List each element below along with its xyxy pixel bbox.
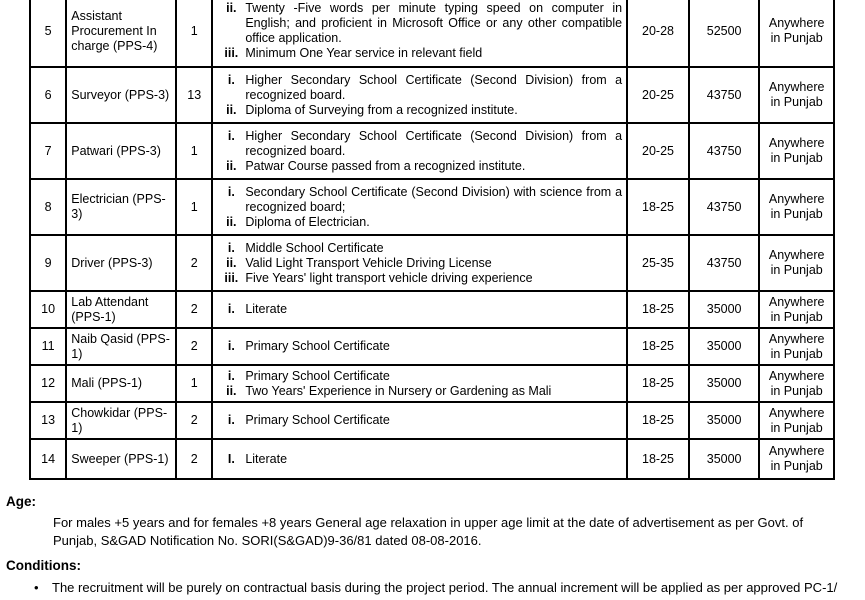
bullet-icon: •: [34, 580, 39, 595]
post-name: Patwari (PPS-3): [66, 123, 176, 179]
table-row: [30, 365, 834, 402]
qualification-numeral: i.: [227, 302, 235, 316]
qualification-cell: [212, 235, 627, 291]
post-count: 2: [176, 328, 212, 365]
serial-number: 14: [30, 439, 66, 479]
table-row: [30, 67, 834, 123]
table-row: [30, 179, 834, 235]
place-of-posting: Anywhere in Punjab: [759, 439, 834, 479]
qualification-item: [217, 256, 622, 271]
table-row: [30, 235, 834, 291]
condition-item: [34, 579, 859, 597]
place-of-posting: Anywhere in Punjab: [759, 179, 834, 235]
qualification-item: [217, 384, 622, 399]
qualification-text: Patwar Course passed from a recognized institute.: [245, 158, 526, 173]
post-count: 2: [176, 439, 212, 479]
qualification-numeral: ii.: [226, 158, 237, 173]
qualification-cell: [212, 365, 627, 402]
pay-package: 43750: [689, 123, 759, 179]
qualification-text: Primary School Certificate: [245, 368, 390, 383]
qualification-text: Twenty -Five words per minute typing speed on computer in English; and proficient in Microsoft Office or any other compatible office application.: [245, 1, 623, 45]
age-limit: 20-25: [627, 123, 689, 179]
place-of-posting: Anywhere in Punjab: [759, 67, 834, 123]
pay-package: 35000: [689, 402, 759, 439]
age-heading: Age:: [6, 494, 36, 509]
qualification-numeral: i.: [227, 240, 235, 255]
serial-number: 12: [30, 365, 66, 402]
pay-package: 43750: [689, 67, 759, 123]
place-of-posting: Anywhere in Punjab: [759, 123, 834, 179]
pay-package: 43750: [689, 235, 759, 291]
post-count: 2: [176, 291, 212, 328]
pay-package: 35000: [689, 291, 759, 328]
qualification-cell: [212, 439, 627, 479]
post-name: Mali (PPS-1): [66, 365, 176, 402]
qualification-cell: [212, 0, 627, 67]
age-limit: 18-25: [627, 328, 689, 365]
qualification-text: Higher Secondary School Certificate (Second Division) from a recognized board.: [245, 128, 623, 158]
post-name: Naib Qasid (PPS-1): [66, 328, 176, 365]
jobs-table: [29, 0, 835, 480]
conditions-heading: Conditions:: [6, 558, 81, 573]
table-row: [30, 291, 834, 328]
qualification-numeral: i.: [227, 72, 235, 87]
serial-number: 8: [30, 179, 66, 235]
qualification-item: [217, 271, 622, 286]
post-name: Assistant Procurement In charge (PPS-4): [66, 0, 176, 67]
pay-package: 35000: [689, 439, 759, 479]
table-row: [30, 328, 834, 365]
table-row: [30, 123, 834, 179]
qualification-item: [217, 215, 622, 230]
qualification-item: [217, 73, 622, 103]
qualification-numeral: ii.: [226, 214, 237, 229]
qualification-cell: [212, 402, 627, 439]
qualification-numeral: i.: [227, 339, 235, 353]
qualification-item: [217, 1, 622, 46]
post-count: 2: [176, 235, 212, 291]
post-name: Lab Attendant (PPS-1): [66, 291, 176, 328]
age-limit: 20-28: [627, 0, 689, 67]
post-count: 1: [176, 365, 212, 402]
post-count: 13: [176, 67, 212, 123]
age-limit: 18-25: [627, 402, 689, 439]
qualification-text: Two Years' Experience in Nursery or Gardening as Mali: [245, 383, 552, 398]
place-of-posting: Anywhere in Punjab: [759, 291, 834, 328]
table-row: [30, 439, 834, 479]
condition-text: The recruitment will be purely on contractual basis during the project period. The annual increment will be applied as per approved PC-1/: [52, 580, 838, 595]
post-name: Sweeper (PPS-1): [66, 439, 176, 479]
qualification-text: Middle School Certificate: [245, 240, 384, 255]
qualification-text: Primary School Certificate: [245, 413, 390, 427]
qualification-item: [217, 129, 622, 159]
place-of-posting: Anywhere in Punjab: [759, 0, 834, 67]
pay-package: 35000: [689, 365, 759, 402]
qualification-item: [217, 452, 622, 467]
qualification-item: [217, 302, 622, 317]
qualification-item: [217, 103, 622, 118]
age-limit: 18-25: [627, 179, 689, 235]
qualification-cell: [212, 179, 627, 235]
post-count: 2: [176, 402, 212, 439]
post-count: 1: [176, 123, 212, 179]
qualification-numeral: ii.: [226, 1, 237, 15]
qualification-text: Primary School Certificate: [245, 339, 390, 353]
serial-number: 6: [30, 67, 66, 123]
place-of-posting: Anywhere in Punjab: [759, 328, 834, 365]
age-limit: 18-25: [627, 365, 689, 402]
post-count: 1: [176, 179, 212, 235]
place-of-posting: Anywhere in Punjab: [759, 235, 834, 291]
qualification-cell: [212, 291, 627, 328]
qualification-numeral: ii.: [226, 102, 237, 117]
pay-package: 52500: [689, 0, 759, 67]
serial-number: 13: [30, 402, 66, 439]
qualification-text: Literate: [245, 302, 288, 316]
pay-package: 43750: [689, 179, 759, 235]
qualification-text: Secondary School Certificate (Second Division) with science from a recognized board;: [245, 184, 623, 214]
age-limit: 18-25: [627, 439, 689, 479]
qualification-numeral: ii.: [226, 383, 237, 398]
qualification-text: Minimum One Year service in relevant field: [245, 46, 483, 60]
age-text: For males +5 years and for females +8 years General age relaxation in upper age limit at the date of advertisement as per Govt. of Punjab, S&GAD Notification No. SORI(S&GAD)9-36/81 dated 08-08-2016.: [53, 515, 804, 548]
qualification-item: [217, 413, 622, 428]
qualification-text: Valid Light Transport Vehicle Driving License: [245, 255, 492, 270]
post-name: Surveyor (PPS-3): [66, 67, 176, 123]
qualification-text: Diploma of Surveying from a recognized institute.: [245, 102, 518, 117]
qualification-numeral: i.: [227, 184, 235, 199]
qualification-numeral: i.: [227, 413, 235, 427]
table-row: [30, 402, 834, 439]
post-count: 1: [176, 0, 212, 67]
qualification-cell: [212, 328, 627, 365]
post-name: Driver (PPS-3): [66, 235, 176, 291]
qualification-item: [217, 159, 622, 174]
age-limit: 18-25: [627, 291, 689, 328]
qualification-cell: [212, 67, 627, 123]
qualification-item: [217, 339, 622, 354]
post-name: Electrician (PPS-3): [66, 179, 176, 235]
qualification-item: [217, 369, 622, 384]
place-of-posting: Anywhere in Punjab: [759, 365, 834, 402]
serial-number: 11: [30, 328, 66, 365]
qualification-numeral: i.: [227, 128, 235, 143]
age-limit: 25-35: [627, 235, 689, 291]
qualification-numeral: i.: [227, 368, 235, 383]
qualification-cell: [212, 123, 627, 179]
qualification-numeral: ii.: [226, 255, 237, 270]
qualification-item: [217, 241, 622, 256]
pay-package: 35000: [689, 328, 759, 365]
qualification-item: [217, 185, 622, 215]
serial-number: 10: [30, 291, 66, 328]
qualification-numeral: iii.: [224, 270, 239, 285]
place-of-posting: Anywhere in Punjab: [759, 402, 834, 439]
serial-number: 9: [30, 235, 66, 291]
qualification-item: [217, 46, 622, 61]
age-limit: 20-25: [627, 67, 689, 123]
qualification-text: Literate: [245, 451, 288, 466]
qualification-text: Higher Secondary School Certificate (Second Division) from a recognized board.: [245, 72, 623, 102]
qualification-text: Five Years' light transport vehicle driving experience: [245, 270, 533, 285]
post-name: Chowkidar (PPS-1): [66, 402, 176, 439]
qualification-text: Diploma of Electrician.: [245, 214, 370, 229]
serial-number: 7: [30, 123, 66, 179]
serial-number: 5: [30, 0, 66, 67]
table-row: [30, 0, 834, 67]
qualification-numeral: iii.: [224, 46, 239, 60]
qualification-numeral: I.: [227, 451, 235, 466]
